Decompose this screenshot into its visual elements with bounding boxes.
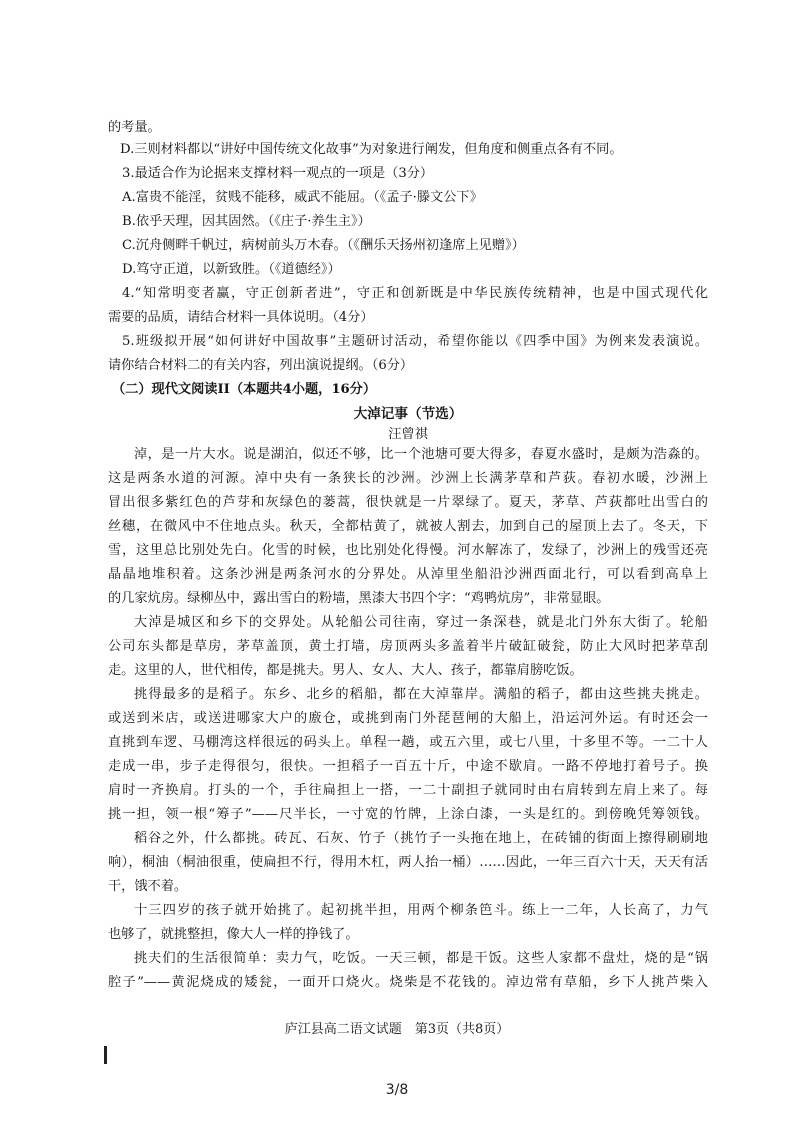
q4-line-2: 需要的品质，请结合材料一具体说明。（4分）: [108, 310, 374, 325]
page-footer: 庐江县高二语文试题 第3页（共8页）: [284, 1022, 510, 1037]
q3-option-a: A.富贵不能淫，贫贱不能移，威武不能屈。（《孟子·滕文公下》: [122, 190, 483, 205]
q3-option-c: C.沉舟侧畔千帆过，病树前头万木春。（《酬乐天扬州初逢席上见赠》）: [122, 238, 525, 253]
q3-option-b: B.依乎天理，因其固然。（《庄子·养生主》）: [122, 214, 371, 229]
article-line: 挑得最多的是稻子。东乡、北乡的稻船，都在大淖靠岸。满船的稻子，都由这些挑夫挑走。: [134, 687, 708, 702]
article-line: 淖，是一片大水。说是湖泊，似还不够，比一个池塘可要大得多，春夏水盛时，是颇为浩淼的。: [134, 447, 708, 462]
article-line: 走。这里的人，世代相传，都是挑夫。男人、女人、大人、孩子，都靠肩膀吃饭。: [108, 663, 583, 678]
article-line: 冒出很多紫红色的芦芽和灰绿色的蒌蒿，很快就是一片翠绿了。夏天，茅草、芦荻都吐出雪白的: [108, 495, 708, 510]
q4-line-1: 4.“知常明变者赢，守正创新者进”，守正和创新既是中华民族传统精神，也是中国式现代化: [122, 286, 708, 301]
q5-line-1: 5.班级拟开展“如何讲好中国故事”主题研讨活动，希望你能以《四季中国》为例来发表演说。: [122, 334, 708, 349]
article-line: 挑一担，领一根“筹子”——尺半长，一寸宽的竹牌，上涂白漆，一头是红的。到傍晚凭筹领钱。: [108, 807, 708, 822]
article-line: 走成一串，步子走得很匀，很快。一担稻子一百五十斤，中途不歇肩。一路不停地打着号子。换: [108, 759, 708, 774]
article-line: 雪，这里总比别处先白。化雪的时候，也比别处化得慢。河水解冻了，发绿了，沙洲上的残雪还亮: [108, 543, 708, 558]
article-line: 晶晶地堆积着。这条沙洲是两条河水的分界处。从淖里坐船沿沙洲西面北行，可以看到高阜上: [108, 567, 708, 582]
page-indicator: 3/8: [385, 1082, 409, 1098]
article-author: 汪曾祺: [388, 427, 428, 442]
article-line: 丝穗，在微风中不住地点头。秋天，全都枯黄了，就被人割去，加到自己的屋顶上去了。冬天，下: [108, 519, 708, 534]
q2-option-d: D.三则材料都以“讲好中国传统文化故事”为对象进行阐发，但角度和侧重点各有不同。: [120, 142, 623, 157]
article-title: 大淖记事（节选）: [353, 406, 463, 422]
article-line: 直挑到车逻、马棚湾这样很远的码头上。单程一趟，或五六里，或七八里，十多里不等。一二十人: [108, 735, 708, 750]
q2-tail: 的考量。: [108, 120, 161, 135]
q5-line-2: 请你结合材料二的有关内容，列出演说提纲。（6分）: [108, 358, 414, 373]
article-line: 公司东头都是草房，茅草盖顶，黄土打墙，房顶两头多盖着半片破缸破瓮，防止大风时把茅草刮: [108, 639, 708, 654]
section-heading: （二）现代文阅读II（本题共4小题，16分）: [112, 382, 377, 397]
article-line: 干，饿不着。: [108, 879, 188, 894]
article-line: 肩时一齐换肩。打头的一个，手往扁担上一搭，一二十副担子就同时由右肩转到左肩上来了。每: [108, 783, 708, 798]
article-line: 大淖是城区和乡下的交界处。从轮船公司往南，穿过一条深巷，就是北门外东大街了。轮船: [134, 615, 708, 630]
article-line: 十三四岁的孩子就开始挑了。起初挑半担，用两个柳条笆斗。练上一二年，人长高了，力气: [134, 903, 708, 918]
article-line: 这是两条水道的河源。淖中央有一条狭长的沙洲。沙洲上长满茅草和芦荻。春初水暖，沙洲上: [108, 471, 708, 486]
q3-stem: 3.最适合作为论据来支撑材料一观点的一项是（3分）: [122, 166, 434, 181]
article-line: 腔子”——黄泥烧成的矮瓮，一面开口烧火。烧柴是不花钱的。淖边常有草船，乡下人挑芦柴入: [108, 975, 708, 990]
article-line: 的几家炕房。绿柳丛中，露出雪白的粉墙，黑漆大书四个字：“鸡鸭炕房”，非常显眼。: [108, 591, 610, 606]
article-line: 挑夫们的生活很简单：卖力气，吃饭。一天三顿，都是干饭。这些人家都不盘灶，烧的是“锅: [134, 951, 708, 966]
article-line: 稻谷之外，什么都挑。砖瓦、石灰、竹子（挑竹子一头拖在地上，在砖铺的街面上擦得刷刷地: [134, 831, 708, 846]
q3-option-d: D.笃守正道，以新致胜。（《道德经》）: [122, 262, 341, 277]
article-line: 响），桐油（桐油很重，使扁担不行，得用木杠，两人抬一桶）……因此，一年三百六十天，天天有活: [108, 855, 708, 870]
article-line: 或送到米店，或送进哪家大户的廒仓，或挑到南门外琵琶闸的大船上，沿运河外运。有时还会一: [108, 711, 708, 726]
margin-mark: [104, 1046, 107, 1064]
article-line: 也够了，就挑整担，像大人一样的挣钱了。: [108, 927, 359, 942]
